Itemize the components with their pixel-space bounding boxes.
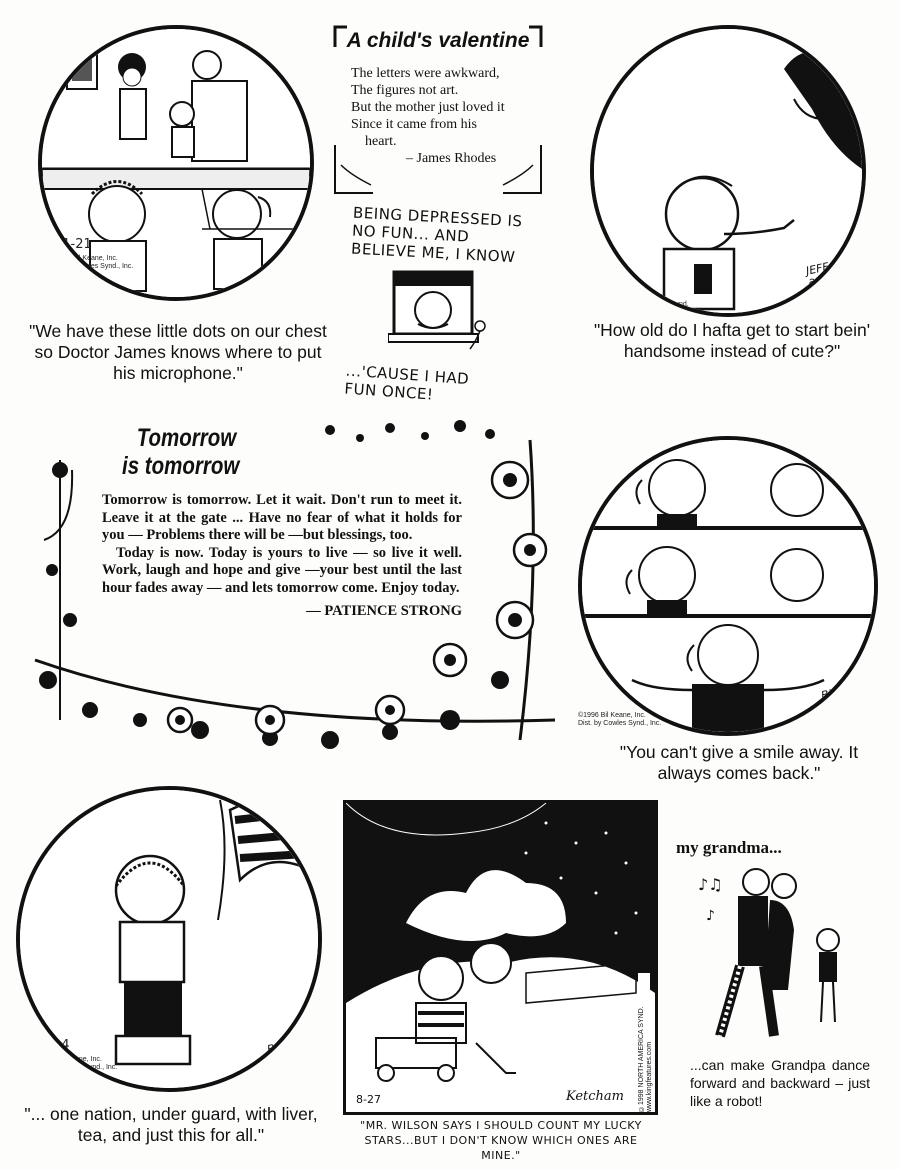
copyright-text: ©1996 Bil Keane, Inc.	[578, 712, 646, 719]
window-face-illustration	[388, 268, 488, 356]
depressed-window-drawing	[388, 268, 488, 356]
dennis-night-scene	[346, 803, 655, 1112]
poem-line: Since it came from his	[351, 117, 477, 132]
grandma-illustration	[676, 860, 866, 1050]
distribution-text: Dist. by Cowles Synd., Inc.	[578, 720, 662, 727]
poem-line: The figures not art.	[351, 83, 459, 98]
poem-line: heart.	[365, 134, 397, 149]
cartoon3-caption: "You can't give a smile away. It always comes back."	[619, 742, 859, 783]
cartoon3-copyright	[578, 712, 661, 728]
cartoon1-copyright	[50, 255, 133, 271]
tomorrow-title-line2: is tomorrow	[122, 452, 240, 480]
svg-text:♪: ♪	[706, 908, 715, 924]
dennis-website: www.kingfeatures.com	[646, 1041, 653, 1112]
cartoon-panel-doctor	[38, 25, 314, 301]
dennis-comic-panel	[343, 800, 658, 1115]
dennis-date: 8-27	[356, 1093, 381, 1106]
cartoon-panel-handsome	[590, 25, 866, 317]
cartoon4-signature: BIL KEANE	[265, 1039, 308, 1067]
tomorrow-title	[122, 424, 239, 480]
tomorrow-body	[102, 492, 462, 621]
poem-line: But the mother just loved it	[351, 100, 505, 115]
valentine-box	[333, 25, 543, 195]
cartoon3-date: 2-10	[588, 690, 618, 705]
valentine-poem	[351, 65, 505, 167]
cartoon2-signature: JEFF and BIL KEANE	[804, 260, 851, 300]
dancing-grandparents-drawing	[676, 860, 866, 1050]
poem-line: The letters were awkward,	[351, 66, 500, 81]
distribution-text: Dist. by Cowles Synd., Inc.	[50, 263, 134, 270]
cartoon2-caption: "How old do I hafta get to start bein' handsome instead of cute?"	[593, 320, 871, 361]
depressed-bottom-text: ...'CAUSE I HAD FUN ONCE!	[343, 361, 470, 404]
cartoon1-signature: BIL KEANE	[261, 260, 304, 288]
grandma-title: my grandma...	[676, 838, 782, 857]
tomorrow-title-line1: Tomorrow	[136, 424, 237, 452]
dennis-copyright: ©1998 NORTH AMERICA SYND.	[638, 1006, 645, 1112]
cartoon1-caption: "We have these little dots on our chest so Doctor James knows where to put his microphone."	[29, 321, 327, 383]
cartoon2-copyright	[600, 293, 689, 309]
tomorrow-paragraph-1: Tomorrow is tomorrow. Let it wait. Don't run to meet it. Leave it at the gate ... Have no fear of what it holds for you — Problems there will be —but blessings, too.	[102, 492, 462, 543]
dennis-caption: "MR. WILSON SAYS I SHOULD COUNT MY LUCKY STARS...BUT I DON'T KNOW WHICH ONES ARE MINE."	[360, 1119, 642, 1162]
valentine-title: A child's valentine	[346, 29, 530, 52]
copyright-text: ©1999 Bil Keane, Inc.	[34, 1056, 102, 1063]
copyright-text: ©2000 Bil Keane, Inc.	[600, 293, 668, 300]
cartoon4-copyright	[34, 1056, 117, 1072]
distribution-text: Dist. by King Features Synd.	[600, 301, 689, 308]
poem-author: – James Rhodes	[406, 151, 497, 166]
tomorrow-paragraph-2: Today is now. Today is yours to live — so live it well. Work, laugh and hope and give —your best until the last hour fades away — and lets tomorrow come. Enjoy today.	[102, 544, 462, 596]
tomorrow-author: — PATIENCE STRONG	[306, 603, 462, 619]
cartoon-panel-pledge	[16, 786, 322, 1092]
depressed-top-text: BEING DEPRESSED IS NO FUN... AND BELIEVE ME, I KNOW	[350, 203, 523, 267]
cartoon4-caption: "... one nation, under guard, with liver, tea, and just this for all."	[24, 1104, 318, 1145]
distribution-text: Dist. by Cowles Synd., Inc.	[34, 1064, 118, 1071]
cartoon-panel-smile	[578, 436, 878, 736]
svg-text:♪♫: ♪♫	[698, 875, 723, 894]
copyright-text: ©1994 Bil Keane, Inc.	[50, 255, 118, 262]
cartoon4-date: 6-14	[40, 1038, 70, 1053]
cartoon1-date: 11-21	[54, 237, 92, 252]
cartoon2-date: 7-5	[612, 271, 634, 286]
tomorrow-poem-panel	[30, 420, 560, 760]
dennis-copyright-vertical	[638, 973, 653, 1112]
cartoon3-signature: BIL KEANE	[819, 685, 862, 713]
grandma-caption: ...can make Grandpa dance forward and backward – just like a robot!	[690, 1057, 870, 1109]
dennis-signature: Ketcham	[566, 1089, 625, 1104]
